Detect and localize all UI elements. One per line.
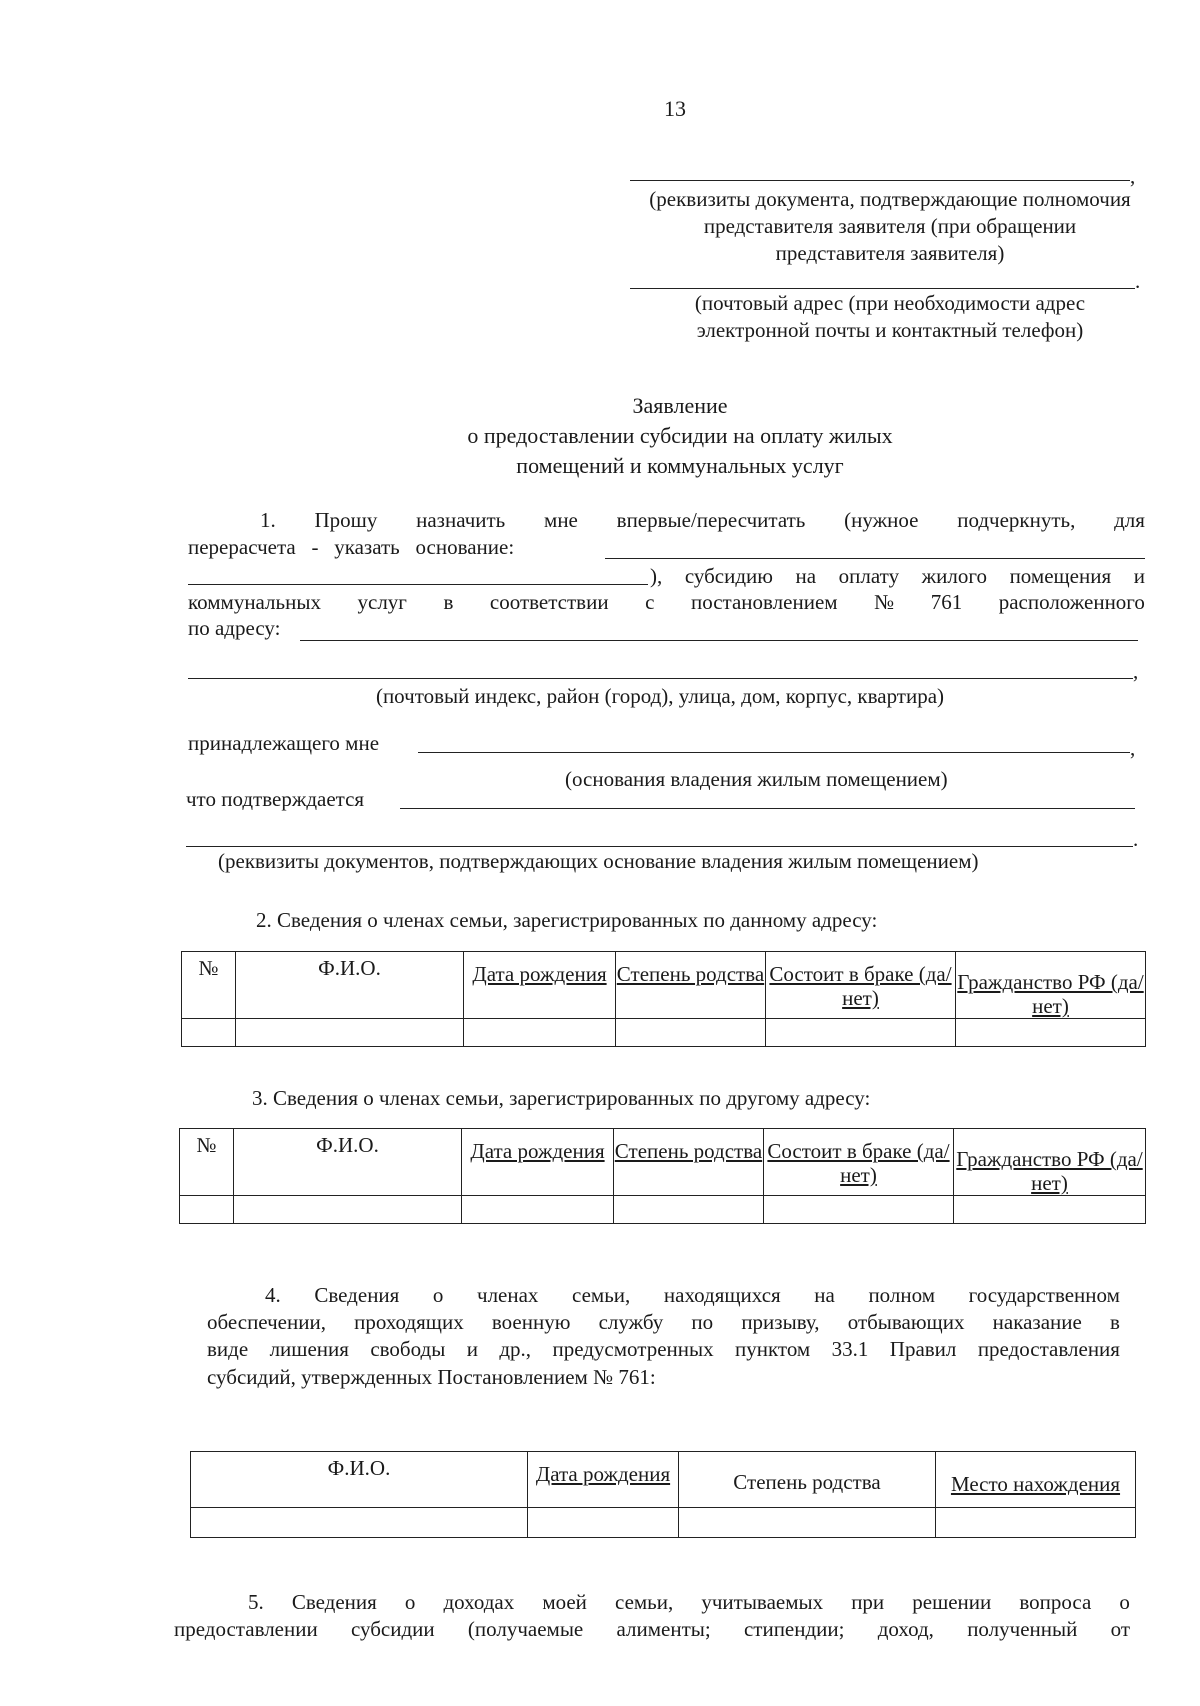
word: о bbox=[1119, 1590, 1130, 1614]
cell[interactable] bbox=[616, 1019, 766, 1047]
word: субсидию bbox=[684, 564, 773, 588]
word: Сведения bbox=[314, 1283, 400, 1307]
word: доходах bbox=[443, 1590, 515, 1614]
word: пунктом bbox=[735, 1337, 811, 1361]
word: учитываемых bbox=[701, 1590, 824, 1614]
header-birthdate-text: Дата рождения bbox=[470, 1139, 605, 1163]
item3-heading: 3. Сведения о членах семьи, зарегистрированных по другому адресу: bbox=[252, 1086, 871, 1110]
item1-line-3 bbox=[650, 564, 1145, 589]
word: стипендии; bbox=[743, 1617, 845, 1641]
word: предоставления bbox=[977, 1337, 1120, 1361]
rep-doc-line bbox=[630, 180, 1130, 181]
word: наказание bbox=[992, 1310, 1082, 1334]
word: услуг bbox=[357, 590, 407, 614]
word: 1. bbox=[260, 508, 276, 532]
word: службу bbox=[598, 1310, 664, 1334]
word: членах bbox=[477, 1283, 539, 1307]
item4-line-1 bbox=[265, 1283, 1120, 1308]
word: мне bbox=[544, 508, 578, 532]
header-relation-text: Степень родства bbox=[614, 1139, 763, 1163]
confirm-line bbox=[400, 808, 1135, 809]
word: полном bbox=[868, 1283, 936, 1307]
word: на bbox=[795, 564, 817, 588]
confirm-caption: (реквизиты документов, подтверждающих основание владения жилым помещением) bbox=[218, 849, 979, 873]
word: военную bbox=[491, 1310, 571, 1334]
word: Прошу bbox=[314, 508, 378, 532]
address-input-line bbox=[300, 640, 1138, 641]
table-row bbox=[191, 1508, 1136, 1538]
cell[interactable] bbox=[234, 1196, 462, 1224]
item5-line-1 bbox=[248, 1590, 1130, 1615]
word: 5. bbox=[248, 1590, 264, 1614]
item1-line-1 bbox=[260, 508, 1145, 533]
cell[interactable] bbox=[464, 1019, 616, 1047]
word: по bbox=[691, 1310, 714, 1334]
item4-line-2 bbox=[207, 1310, 1120, 1335]
table-row bbox=[182, 1019, 1146, 1047]
header-married-text: Состоит в браке (да/нет) bbox=[769, 962, 952, 1010]
header-married bbox=[764, 1129, 954, 1196]
header-married bbox=[766, 952, 956, 1019]
address-caption-2: электронной почты и контактный телефон) bbox=[696, 318, 1084, 342]
item5-line-2 bbox=[174, 1617, 1130, 1642]
header-number: № bbox=[182, 952, 236, 1019]
table-header-row bbox=[182, 952, 1146, 1019]
header-location bbox=[936, 1452, 1136, 1508]
table-header-row bbox=[180, 1129, 1146, 1196]
word: субсидии bbox=[350, 1617, 435, 1641]
table-row bbox=[180, 1196, 1146, 1224]
header-birthdate bbox=[462, 1129, 614, 1196]
cell[interactable] bbox=[180, 1196, 234, 1224]
word: 4. bbox=[265, 1283, 281, 1307]
word: (получаемые bbox=[467, 1617, 584, 1641]
word: виде bbox=[207, 1337, 249, 1361]
table-header-row bbox=[191, 1452, 1136, 1508]
header-citizenship bbox=[954, 1129, 1146, 1196]
rep-doc-caption-3: представителя заявителя) bbox=[775, 241, 1005, 265]
header-birthdate-text: Дата рождения bbox=[535, 1462, 671, 1486]
header-relation bbox=[614, 1129, 764, 1196]
word: находящихся bbox=[663, 1283, 781, 1307]
word: в bbox=[1110, 1310, 1120, 1334]
confirm-period: . bbox=[1133, 827, 1139, 851]
item4-line-4: субсидий, утвержденных Постановлением № 761: bbox=[207, 1365, 656, 1389]
word: доход, bbox=[877, 1617, 934, 1641]
word: (нужное bbox=[844, 508, 919, 532]
header-citizenship bbox=[956, 952, 1146, 1019]
word: призыву, bbox=[741, 1310, 820, 1334]
word: и bbox=[466, 1337, 478, 1361]
owner-label: принадлежащего мне bbox=[188, 731, 380, 755]
word: назначить bbox=[416, 508, 506, 532]
cell[interactable] bbox=[528, 1508, 679, 1538]
cell[interactable] bbox=[764, 1196, 954, 1224]
word: лишения bbox=[269, 1337, 349, 1361]
word: предоставлении bbox=[174, 1617, 318, 1641]
word: подчеркнуть, bbox=[957, 508, 1076, 532]
cell[interactable] bbox=[954, 1196, 1146, 1224]
confirm-label: что подтверждается bbox=[186, 787, 365, 811]
header-relation bbox=[616, 952, 766, 1019]
header-fio: Ф.И.О. bbox=[236, 952, 464, 1019]
address-caption: (почтовый индекс, район (город), улица, дом, корпус, квартира) bbox=[375, 684, 945, 708]
word: Сведения bbox=[291, 1590, 377, 1614]
header-birthdate-text: Дата рождения bbox=[472, 962, 607, 986]
basis-line-2 bbox=[188, 584, 648, 585]
cell[interactable] bbox=[191, 1508, 528, 1538]
word: решении bbox=[912, 1590, 992, 1614]
word: проходящих bbox=[354, 1310, 464, 1334]
owner-comma: , bbox=[1130, 736, 1136, 760]
word: с bbox=[645, 590, 655, 614]
word: соответствии bbox=[489, 590, 609, 614]
cell[interactable] bbox=[766, 1019, 956, 1047]
word: алименты; bbox=[616, 1617, 711, 1641]
header-location-text: Место нахождения bbox=[950, 1472, 1121, 1496]
address-comma: , bbox=[1133, 659, 1139, 683]
cell[interactable] bbox=[679, 1508, 936, 1538]
word: № bbox=[874, 590, 895, 614]
word: государственном bbox=[968, 1283, 1120, 1307]
header-fio: Ф.И.О. bbox=[234, 1129, 462, 1196]
word: для bbox=[1114, 508, 1145, 532]
word: семьи, bbox=[572, 1283, 631, 1307]
word: коммунальных bbox=[188, 590, 321, 614]
word: 761 bbox=[930, 590, 963, 614]
word: полученный bbox=[967, 1617, 1078, 1641]
header-citizenship-text: Гражданство РФ (да/нет) bbox=[956, 1147, 1143, 1195]
address-input-line-2 bbox=[188, 678, 1133, 679]
word: моей bbox=[542, 1590, 587, 1614]
word: оплату bbox=[838, 564, 900, 588]
word: обеспечении, bbox=[207, 1310, 326, 1334]
word: отбывающих bbox=[847, 1310, 965, 1334]
word: о bbox=[404, 1590, 416, 1614]
address-period: . bbox=[1135, 269, 1141, 293]
word: ), bbox=[650, 564, 663, 588]
word: Правил bbox=[889, 1337, 957, 1361]
header-fio: Ф.И.О. bbox=[191, 1452, 528, 1508]
item1-line-2: перерасчета - указать основание: bbox=[188, 535, 515, 559]
header-relation-text: Степень родства bbox=[616, 962, 765, 986]
rep-doc-caption-1: (реквизиты документа, подтверждающие полномочия bbox=[649, 187, 1131, 211]
rep-doc-comma: , bbox=[1130, 164, 1136, 188]
header-citizenship-text: Гражданство РФ (да/нет) bbox=[957, 970, 1144, 1018]
word: впервые/пересчитать bbox=[616, 508, 806, 532]
word: вопроса bbox=[1019, 1590, 1092, 1614]
item2-heading: 2. Сведения о членах семьи, зарегистрированных по данному адресу: bbox=[256, 908, 878, 932]
header-birthdate bbox=[528, 1452, 679, 1508]
owner-line bbox=[418, 752, 1130, 753]
word: жилого bbox=[921, 564, 987, 588]
word: др., bbox=[499, 1337, 532, 1361]
family-table-other-address bbox=[179, 1128, 1146, 1224]
word: семьи, bbox=[615, 1590, 674, 1614]
title-line-1: Заявление bbox=[632, 393, 728, 418]
header-birthdate bbox=[464, 952, 616, 1019]
basis-line bbox=[605, 558, 1145, 559]
cell[interactable] bbox=[182, 1019, 236, 1047]
cell[interactable] bbox=[956, 1019, 1146, 1047]
item1-line-4 bbox=[188, 590, 1145, 615]
word: на bbox=[814, 1283, 835, 1307]
title-line-3: помещений и коммунальных услуг bbox=[516, 453, 844, 478]
cell[interactable] bbox=[936, 1508, 1136, 1538]
word: расположенного bbox=[998, 590, 1145, 614]
owner-caption: (основания владения жилым помещением) bbox=[565, 767, 948, 791]
word: свободы bbox=[370, 1337, 446, 1361]
word: 33.1 bbox=[831, 1337, 869, 1361]
cell[interactable] bbox=[614, 1196, 764, 1224]
rep-doc-caption-2: представителя заявителя (при обращении bbox=[703, 214, 1077, 238]
word: предусмотренных bbox=[552, 1337, 714, 1361]
cell[interactable] bbox=[236, 1019, 464, 1047]
confirm-line-2 bbox=[186, 846, 1133, 847]
header-number: № bbox=[180, 1129, 234, 1196]
word: и bbox=[1133, 564, 1145, 588]
word: о bbox=[432, 1283, 444, 1307]
family-table-same-address bbox=[181, 951, 1146, 1047]
item4-line-3 bbox=[207, 1337, 1120, 1362]
word: помещения bbox=[1009, 564, 1112, 588]
header-relation: Степень родства bbox=[679, 1452, 936, 1508]
item1-line-5: по адресу: bbox=[188, 616, 281, 640]
word: постановлением bbox=[690, 590, 838, 614]
address-caption-1: (почтовый адрес (при необходимости адрес bbox=[694, 291, 1086, 315]
cell[interactable] bbox=[462, 1196, 614, 1224]
header-married-text: Состоит в браке (да/нет) bbox=[767, 1139, 950, 1187]
title-line-2: о предоставлении субсидии на оплату жилых bbox=[467, 423, 893, 448]
word: при bbox=[851, 1590, 885, 1614]
family-table-state-support bbox=[190, 1451, 1136, 1538]
word: в bbox=[443, 590, 454, 614]
page-number: 13 bbox=[664, 96, 686, 121]
word: от bbox=[1110, 1617, 1130, 1641]
address-line bbox=[630, 288, 1135, 289]
